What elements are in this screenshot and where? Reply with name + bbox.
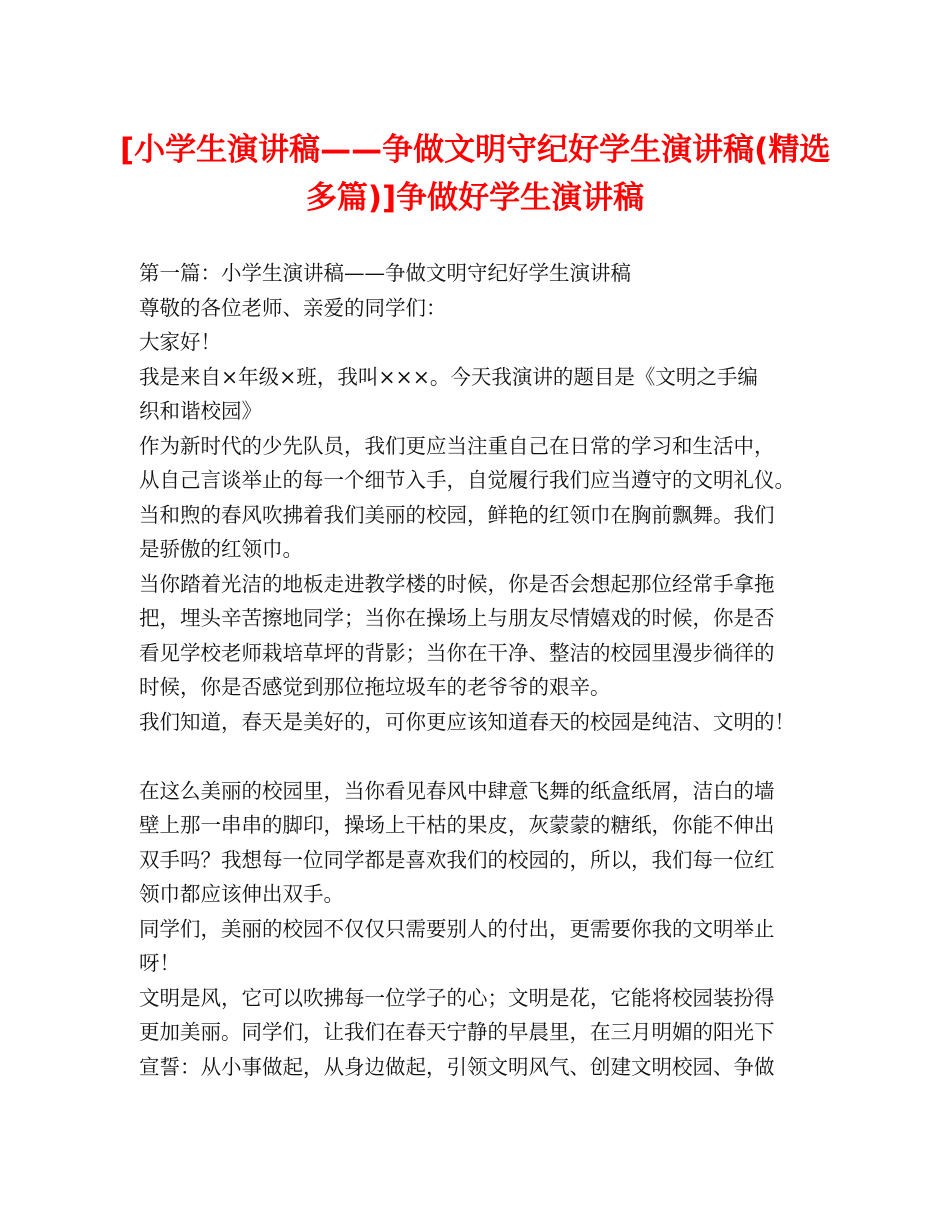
title-line-1: [小学生演讲稿——争做文明守纪好学生演讲稿(精选 bbox=[120, 132, 831, 168]
document-body bbox=[139, 256, 839, 1084]
body-line: 宣誓：从小事做起，从身边做起，引领文明风气、创建文明校园、争做 bbox=[139, 1054, 775, 1079]
body-line: 时候，你是否感觉到那位拖垃圾车的老爷爷的艰辛。 bbox=[139, 675, 611, 699]
body-line: 第一篇：小学生演讲稿——争做文明守纪好学生演讲稿 bbox=[139, 261, 631, 285]
body-line: 看见学校老师栽培草坪的背影；当你在干净、整洁的校园里漫步徜徉的 bbox=[139, 640, 775, 665]
body-line: 我是来自×年级×班，我叫×××。今天我演讲的题目是《文明之手编 bbox=[139, 364, 758, 389]
body-line: 尊敬的各位老师、亲爱的同学们： bbox=[139, 295, 447, 320]
body-line: 当你踏着光洁的地板走进教学楼的时候，你是否会想起那位经常手拿拖 bbox=[139, 571, 775, 596]
body-line: 领巾都应该伸出双手。 bbox=[139, 882, 344, 906]
body-line: 在这么美丽的校园里，当你看见春风中肆意飞舞的纸盒纸屑，洁白的墙 bbox=[139, 778, 775, 803]
body-line: 更加美丽。同学们，让我们在春天宁静的早晨里，在三月明媚的阳光下 bbox=[139, 1020, 775, 1044]
paragraph-gap bbox=[139, 739, 839, 774]
body-line: 双手吗？我想每一位同学都是喜欢我们的校园的，所以，我们每一位红 bbox=[139, 847, 775, 872]
document-title bbox=[120, 126, 830, 222]
body-line: 把，埋头辛苦擦地同学；当你在操场上与朋友尽情嬉戏的时候，你是否 bbox=[139, 606, 775, 630]
body-line: 我们知道，春天是美好的，可你更应该知道春天的校园是纯洁、文明的！ bbox=[139, 709, 795, 734]
body-line: 呀！ bbox=[139, 951, 180, 975]
body-line: 壁上那一串串的脚印，操场上干枯的果皮，灰蒙蒙的糖纸，你能不伸出 bbox=[139, 813, 775, 837]
body-line: 大家好！ bbox=[139, 330, 221, 354]
body-line: 是骄傲的红领巾。 bbox=[139, 537, 303, 561]
body-line: 从自己言谈举止的每一个细节入手，自觉履行我们应当遵守的文明礼仪。 bbox=[139, 468, 795, 492]
body-line: 作为新时代的少先队员，我们更应当注重自己在日常的学习和生活中， bbox=[139, 433, 775, 458]
body-line: 同学们，美丽的校园不仅仅只需要别人的付出，更需要你我的文明举止 bbox=[139, 916, 775, 941]
body-line: 文明是风，它可以吹拂每一位学子的心；文明是花，它能将校园装扮得 bbox=[139, 985, 775, 1010]
body-line: 织和谐校园》 bbox=[139, 399, 262, 423]
body-line: 当和煦的春风吹拂着我们美丽的校园，鲜艳的红领巾在胸前飘舞。我们 bbox=[139, 502, 775, 527]
title-line-2: 多篇)]争做好学生演讲稿 bbox=[305, 180, 645, 216]
